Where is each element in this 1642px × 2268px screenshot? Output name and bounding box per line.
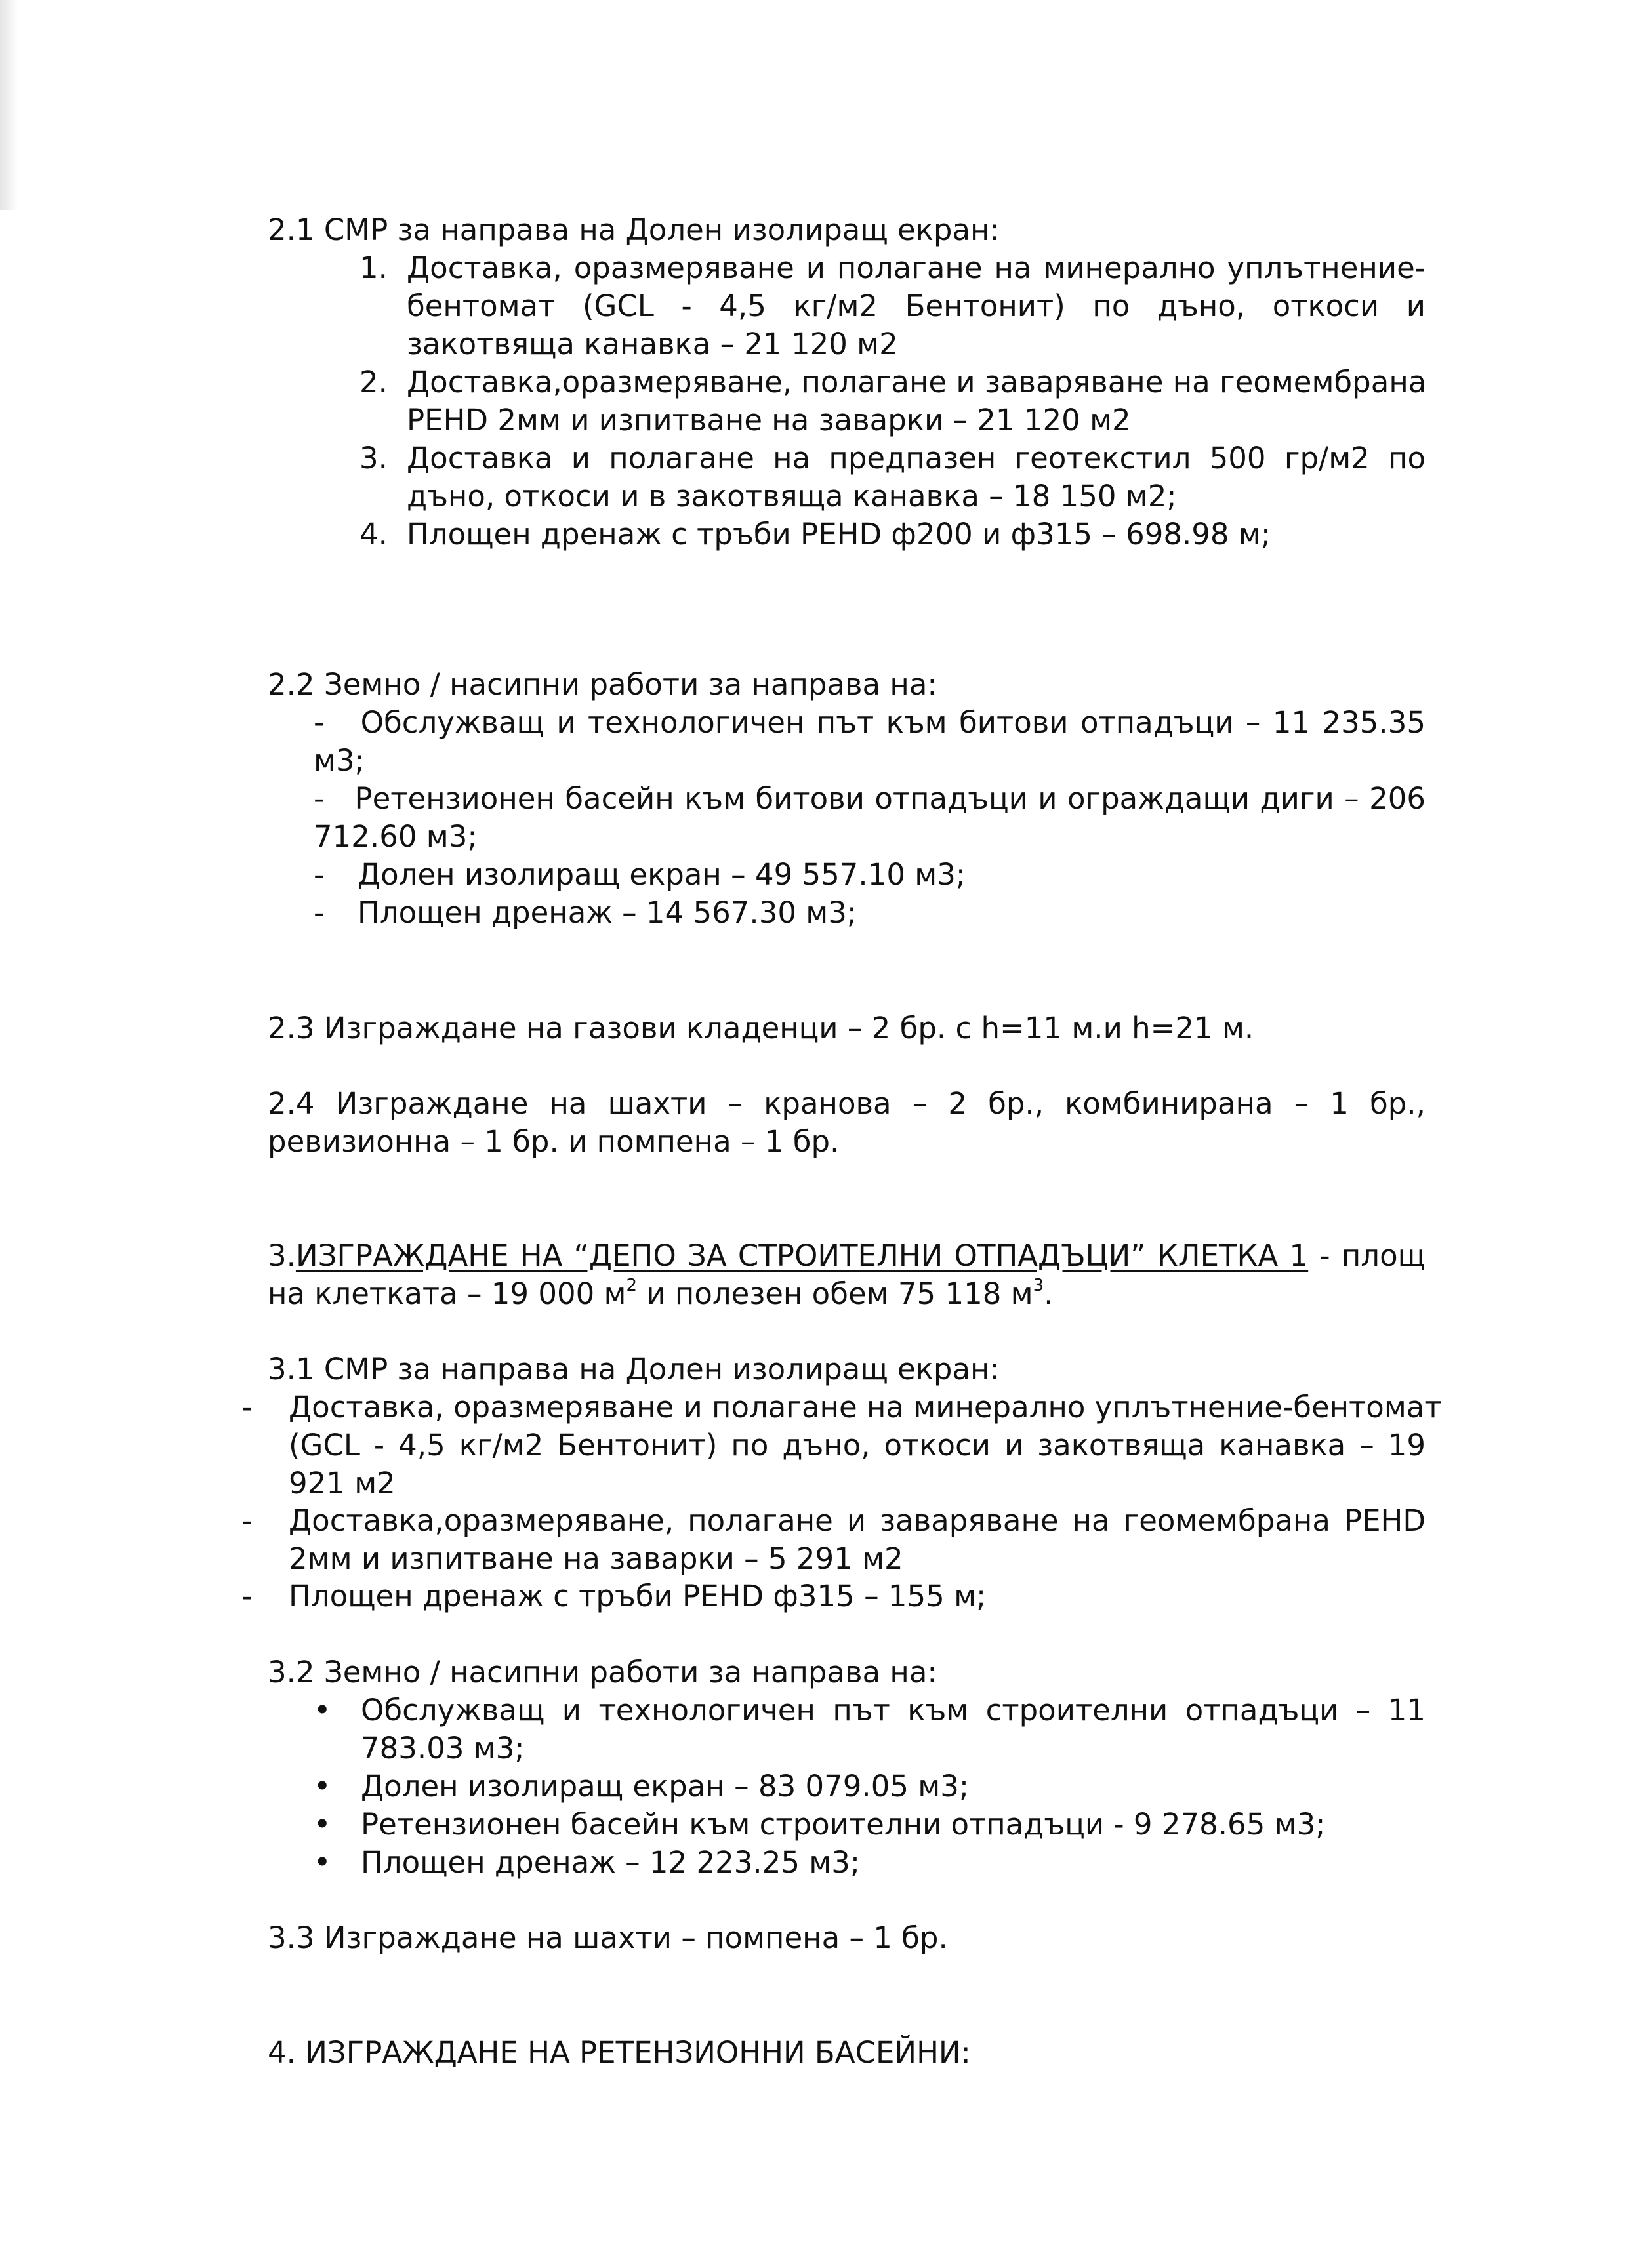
dash-marker: - (314, 857, 325, 892)
section-2-2-item-3 (314, 856, 966, 894)
section-2-1-item-3 (359, 439, 1426, 516)
section-2-2-item-2 (314, 780, 1426, 856)
superscript: 3 (1033, 1276, 1044, 1295)
section-3-2-item-1 (314, 1691, 1426, 1768)
section-2-1-item-4 (359, 516, 1426, 554)
section-3-1-item-2 (241, 1502, 1426, 1578)
item-number: 3. (359, 441, 388, 476)
section-2-3-text: 2.3 Изграждане на газови кладенци – 2 бр. с h=11 м.и h=21 м. (268, 1011, 1254, 1045)
item-number: 2. (359, 365, 388, 399)
item-line: Доставка,оразмеряване, полагане и заваряване на геомембрана PEHD (289, 1503, 1426, 1538)
item-line: 712.60 м3; (314, 819, 478, 854)
dash-marker: - (241, 1503, 253, 1538)
item-number: 1. (359, 251, 388, 285)
item-line: Обслужващ и технологичен път към строителни отпадъци – 11 (361, 1693, 1426, 1728)
section-3-1-heading: 3.1 СМР за направа на Долен изолиращ екран: (268, 1352, 1000, 1387)
item-line: 921 м2 (289, 1466, 396, 1501)
dash-marker: - (314, 781, 325, 816)
item-text: Ретензионен басейн към битови отпадъци и ограждащи диги – 206 (354, 781, 1426, 816)
item-line: дъно, откоси и в закотвяща канавка – 18 150 м2; (407, 479, 1177, 514)
item-line: Площен дренаж – 12 223.25 м3; (361, 1845, 861, 1880)
item-text: Площен дренаж – 14 567.30 м3; (358, 895, 857, 930)
item-line (314, 780, 1426, 818)
dash-marker: - (314, 705, 325, 740)
section-2-1-item-2 (359, 363, 1426, 439)
item-text: Обслужващ и технологичен път към битови отпадъци – 11 235.35 (360, 705, 1426, 740)
section-3-1-item-3 (241, 1577, 986, 1615)
section-2-4-text (268, 1085, 1426, 1161)
item-line: Площен дренаж с тръби PEHD ф200 и ф315 – 698.98 м; (407, 517, 1271, 552)
section-3-1-item-1 (241, 1388, 1442, 1503)
section-2-2-item-1 (314, 704, 1426, 780)
section-3-2-item-2 (314, 1768, 969, 1806)
section-3-3-text: 3.3 Изграждане на шахти – помпена – 1 бр. (268, 1920, 948, 1955)
heading-line (268, 1237, 1426, 1275)
item-line: Долен изолиращ екран – 83 079.05 м3; (361, 1769, 970, 1804)
section-2-1-heading: 2.1 СМР за направа на Долен изолиращ екран: (268, 213, 1000, 247)
section-2-2-heading: 2.2 Земно / насипни работи за направа на: (268, 667, 937, 702)
heading-line (268, 1275, 1426, 1313)
dash-marker: - (314, 895, 325, 930)
paragraph-line: 2.4 Изграждане на шахти – кранова – 2 бр., комбинирана – 1 бр., (268, 1086, 1426, 1121)
bullet-marker: • (314, 1807, 331, 1842)
superscript: 2 (626, 1276, 638, 1295)
dash-marker: - (241, 1390, 253, 1425)
volume-value: и полезен обем 75 118 м (637, 1276, 1033, 1311)
bullet-marker: • (314, 1693, 331, 1728)
item-line: Доставка, оразмеряване и полагане на минерално уплътнение-бентомат (289, 1390, 1442, 1425)
period: . (1044, 1276, 1054, 1311)
section-3-heading (268, 1237, 1426, 1313)
item-line: Площен дренаж с тръби PEHD ф315 – 155 м; (289, 1579, 987, 1613)
item-line: Ретензионен басейн към строителни отпадъци - 9 278.65 м3; (361, 1807, 1326, 1842)
item-line: (GCL - 4,5 кг/м2 Бентонит) по дъно, откоси и закотвяща канавка – 19 (289, 1428, 1426, 1463)
section-3-2-item-3 (314, 1806, 1325, 1844)
item-line: закотвяща канавка – 21 120 м2 (407, 327, 898, 361)
item-line: Доставка и полагане на предпазен геотекстил 500 гр/м2 по (407, 441, 1426, 476)
section-number: 3. (268, 1238, 296, 1273)
item-line: м3; (314, 743, 365, 778)
paragraph-line: ревизионна – 1 бр. и помпена – 1 бр. (268, 1124, 840, 1159)
area-label: - площ (1308, 1238, 1426, 1273)
item-line: бентомат (GCL - 4,5 кг/м2 Бентонит) по дъно, откоси и (407, 289, 1426, 323)
item-line: Доставка, оразмеряване и полагане на минерално уплътнение- (407, 251, 1426, 285)
item-line (314, 704, 1426, 742)
section-4-heading: 4. ИЗГРАЖДАНЕ НА РЕТЕНЗИОННИ БАСЕЙНИ: (268, 2035, 971, 2070)
item-line: 2мм и изпитване на заварки – 5 291 м2 (289, 1541, 903, 1576)
section-3-2-heading: 3.2 Земно / насипни работи за направа на: (268, 1655, 937, 1690)
section-3-2-item-4 (314, 1844, 860, 1882)
item-number: 4. (359, 517, 388, 552)
item-line: PEHD 2мм и изпитване на заварки – 21 120 м2 (407, 403, 1131, 437)
section-2-1-item-1 (359, 249, 1426, 363)
scan-edge-shadow (0, 0, 18, 210)
item-text: Долен изолиращ екран – 49 557.10 м3; (358, 857, 966, 892)
section-2-2-item-4 (314, 894, 857, 932)
area-value: на клетката – 19 000 м (268, 1276, 626, 1311)
section-title: ИЗГРАЖДАНЕ НА “ДЕПО ЗА СТРОИТЕЛНИ ОТПАДЪЦИ” КЛЕТКА 1 (295, 1238, 1309, 1273)
item-line: 783.03 м3; (361, 1731, 525, 1766)
bullet-marker: • (314, 1769, 331, 1804)
dash-marker: - (241, 1579, 253, 1613)
item-line: Доставка,оразмеряване, полагане и заваряване на геомембрана (407, 365, 1427, 399)
bullet-marker: • (314, 1845, 331, 1880)
